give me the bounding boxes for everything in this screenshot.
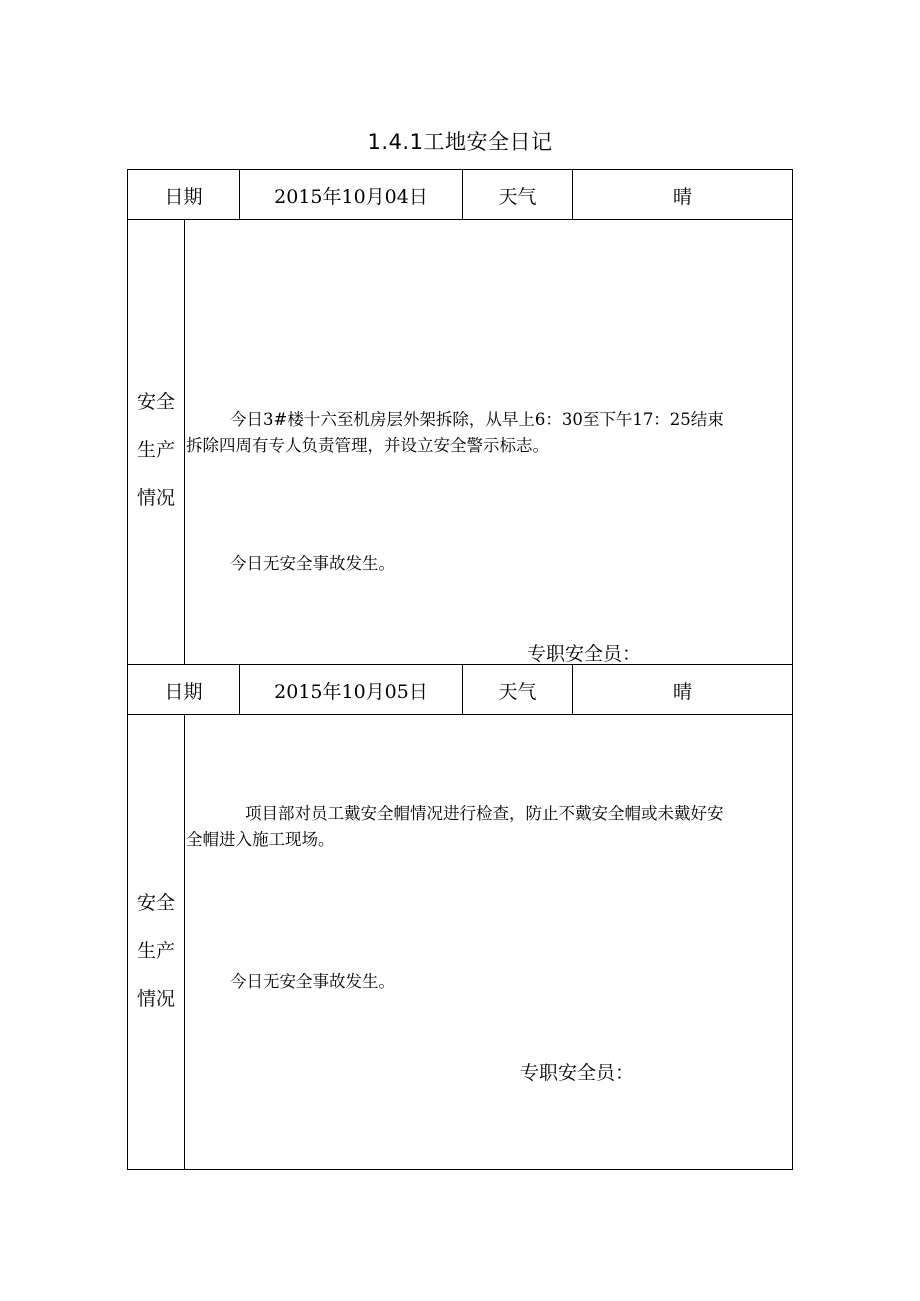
- safety-content-line: 今日3#楼十六至机房层外架拆除，从早上6：30至下午17：25结束: [230, 410, 724, 429]
- weather-label: 天气: [498, 681, 537, 703]
- safety-content-line: 项目部对员工戴安全帽情况进行检查，防止不戴安全帽或未戴好安: [245, 804, 724, 823]
- section-label: 安全 生产 情况: [136, 391, 175, 509]
- table-border-bottom: [127, 1169, 793, 1170]
- safety-officer-signature-label: 专职安全员：: [527, 643, 642, 665]
- table-col-divider: [184, 714, 185, 1170]
- date-label: 日期: [164, 186, 203, 208]
- safety-content-line: 全帽进入施工现场。: [186, 830, 335, 849]
- table-row-divider: [127, 664, 793, 665]
- weather-value: 晴: [672, 186, 692, 208]
- date-value: 2015年10月05日: [274, 681, 428, 703]
- accident-note: 今日无安全事故发生。: [230, 972, 395, 991]
- safety-content-line: 拆除四周有专人负责管理，并设立安全警示标志。: [186, 436, 549, 455]
- table-col-divider: [184, 219, 185, 665]
- table-border-top: [127, 169, 793, 170]
- weather-value: 晴: [672, 681, 692, 703]
- weather-label: 天气: [498, 186, 537, 208]
- table-row-divider: [127, 714, 793, 715]
- safety-officer-signature-label: 专职安全员：: [520, 1062, 635, 1084]
- section-label: 安全 生产 情况: [136, 892, 175, 1010]
- table-row-divider: [127, 219, 793, 220]
- date-value: 2015年10月04日: [274, 186, 428, 208]
- date-label: 日期: [164, 681, 203, 703]
- page-title: 1.4.1工地安全日记: [367, 130, 553, 154]
- table-border-right: [792, 169, 793, 1170]
- accident-note: 今日无安全事故发生。: [230, 554, 395, 573]
